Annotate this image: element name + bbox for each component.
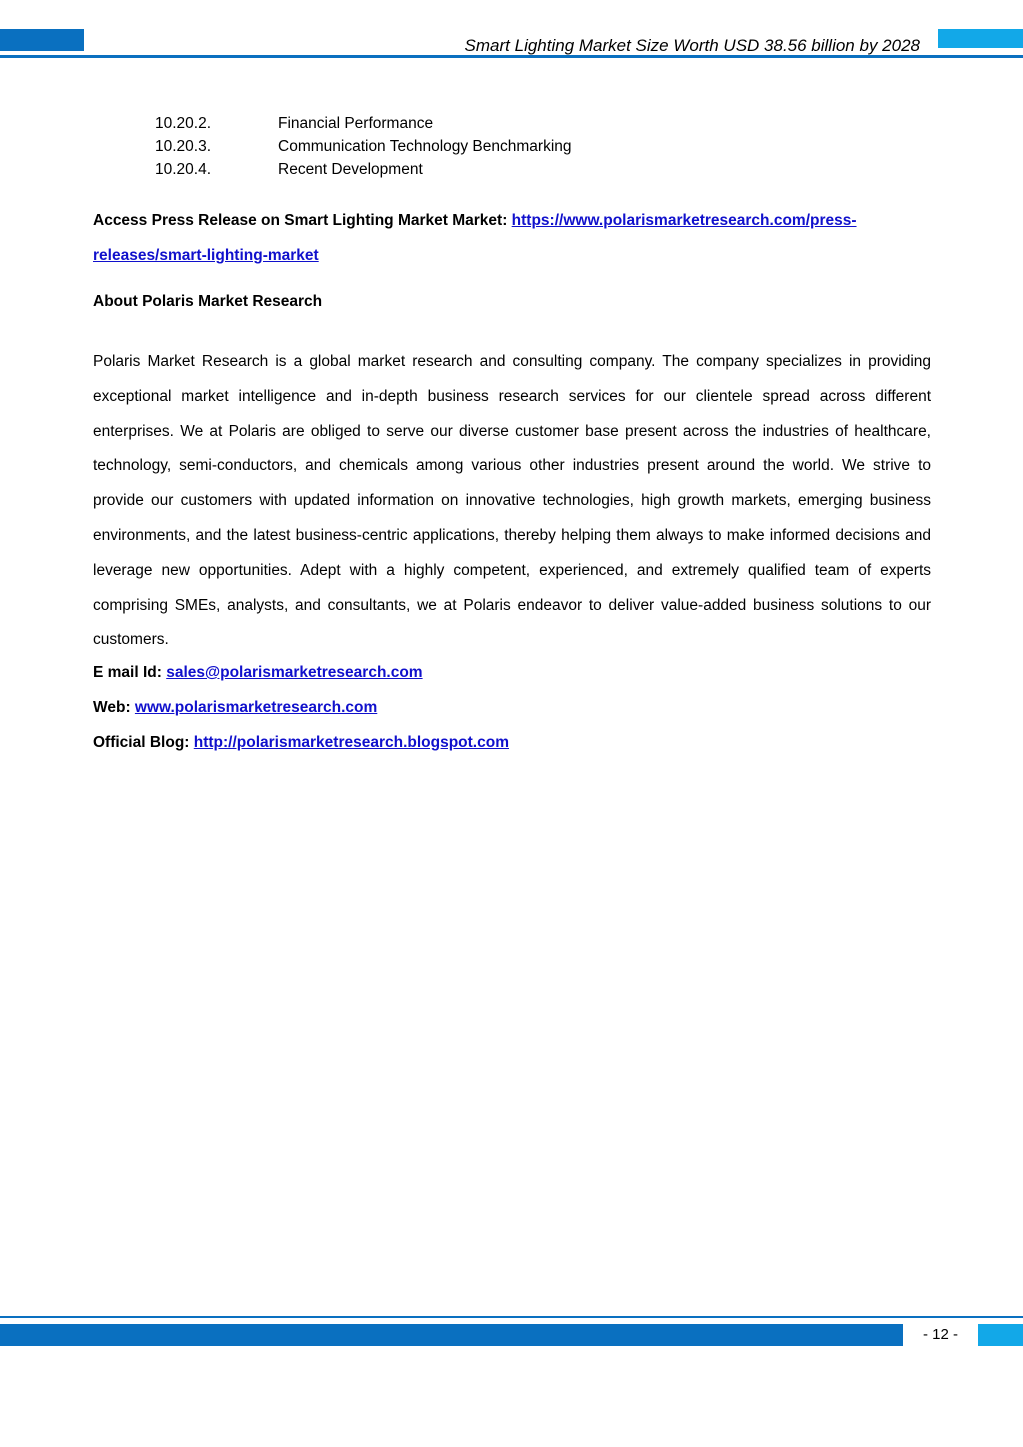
toc-item [155,112,572,135]
web-line [93,691,931,726]
header-rule [0,55,1023,58]
footer-accent-bar [0,1324,903,1346]
toc-text: Financial Performance [278,115,434,132]
toc-number: 10.20.3. [155,138,212,155]
email-line [93,656,931,691]
toc-item [155,135,572,158]
about-paragraph: Polaris Market Research is a global market research and consulting company. The company specializes in providing exceptional market intelligence and in-depth business research services for our clientele spread across different enterprises. We at Polaris are obliged to serve our diverse customer base present across the industries of healthcare, technology, semi-conductors, and chemicals among various other industries present around the world. We strive to provide our customers with updated information on innovative technologies, high growth markets, emerging business environments, and the latest business-centric applications, thereby helping them always to make informed decisions and leverage new opportunities. Adept with a highly competent, experienced, and extremely qualified team of experts comprising SMEs, analysts, and consultants, we at Polaris endeavor to deliver value-added business solutions to our customers. [93,353,931,649]
toc-text: Communication Technology Benchmarking [278,138,572,155]
toc-text: Recent Development [278,161,423,178]
toc-number: 10.20.4. [155,161,212,178]
toc-list [155,112,572,181]
header-accent-left [0,29,84,51]
toc-number: 10.20.2. [155,115,212,132]
web-label: Web: [93,698,135,716]
blog-line [93,726,931,761]
about-heading: About Polaris Market Research [93,293,323,310]
email-label: E mail Id: [93,664,167,681]
press-release-label: Access Press Release on Smart Lighting Market Market: [93,212,512,229]
header-title: Smart Lighting Market Size Worth USD 38.56 billion by 2028 [464,36,920,55]
blog-label: Official Blog: [93,733,194,751]
blog-link[interactable]: http://polarismarketresearch.blogspot.com [193,733,509,751]
web-link[interactable]: www.polarismarketresearch.com [134,698,378,716]
press-release-paragraph [93,203,931,273]
press-release-link[interactable]: https://www.polarismarketresearch.com/press-releases/smart-lighting-market [93,212,857,264]
email-link[interactable]: sales@polarismarketresearch.com [166,664,423,681]
contact-block [93,656,931,760]
footer-rule [0,1316,1023,1318]
page-number: - 12 - [922,1326,958,1343]
toc-item [155,158,572,181]
footer-accent-right [978,1324,1023,1346]
header-accent-right [938,29,1023,48]
